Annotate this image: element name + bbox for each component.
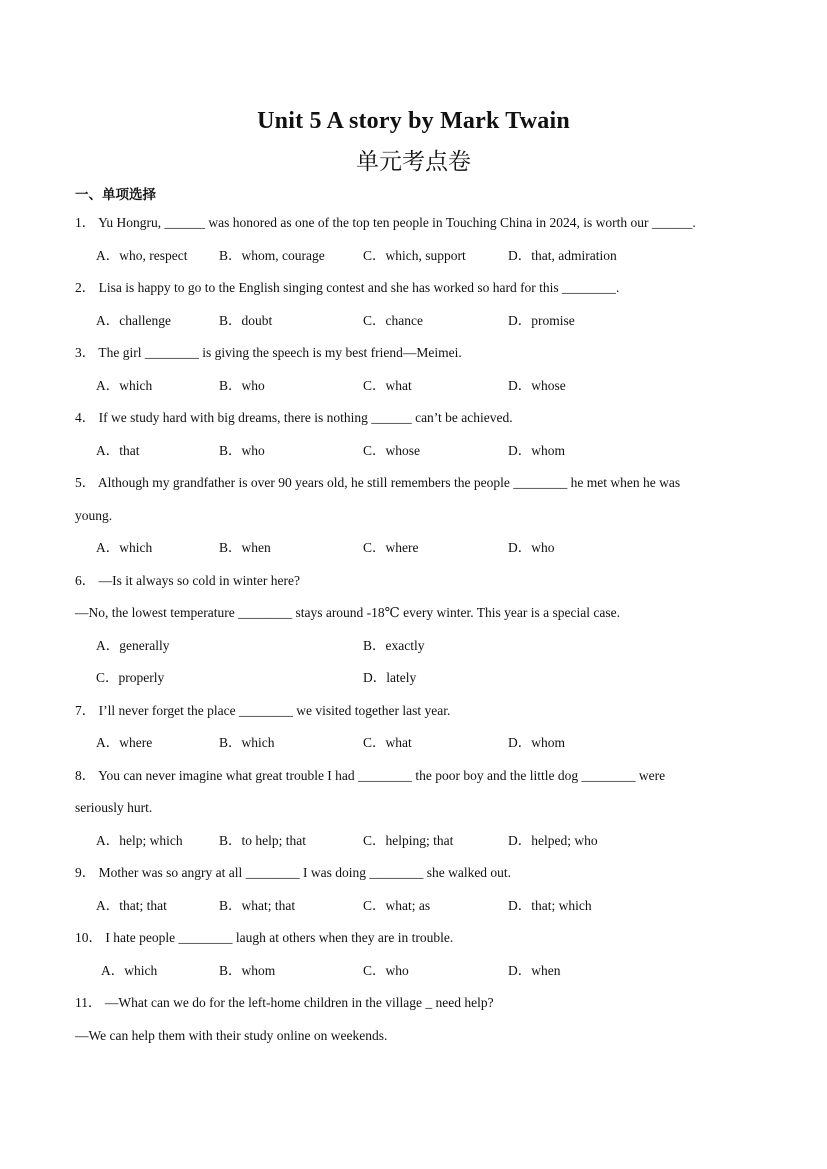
question-11-stem: 11． —What can we do for the left-home children in the village _ need help? — [75, 995, 494, 1010]
question-8-stem: 8． You can never imagine what great trouble I had ________ the poor boy and the little dog ________ were — [75, 768, 666, 783]
question-5-stem: 5． Although my grandfather is over 90 years old, he still remembers the people ________ he met when he was — [75, 475, 681, 490]
question-10-option-c: C．who — [363, 963, 409, 978]
question-5-option-d: D．who — [508, 540, 555, 555]
question-3-option-a: A．which — [96, 378, 153, 393]
question-2-option-d: D．promise — [508, 313, 575, 328]
question-1-option-a: A．who, respect — [96, 248, 188, 263]
question-8-option-b: B．to help; that — [219, 833, 306, 848]
question-5-option-b: B．when — [219, 540, 271, 555]
question-4-option-d: D．whom — [508, 443, 565, 458]
question-9-option-b: B．what; that — [219, 898, 296, 913]
question-2-option-b: B．doubt — [219, 313, 273, 328]
question-2-option-c: C．chance — [363, 313, 423, 328]
question-5-option-c: C．where — [363, 540, 419, 555]
document-title: Unit 5 A story by Mark Twain — [257, 108, 570, 134]
question-6-option-b: B．exactly — [363, 638, 425, 653]
question-5-stem-continued: young. — [75, 508, 113, 523]
question-3-option-d: D．whose — [508, 378, 566, 393]
question-7-option-d: D．whom — [508, 735, 565, 750]
question-1-option-b: B．whom, courage — [219, 248, 325, 263]
document-subtitle: 单元考点卷 — [356, 149, 471, 175]
question-1-stem: 1． Yu Hongru, ______ was honored as one of the top ten people in Touching China in 2024, is worth our ______. — [75, 215, 696, 230]
question-4-option-c: C．whose — [363, 443, 420, 458]
question-7-option-a: A．where — [96, 735, 153, 750]
question-6-stem-continued: —No, the lowest temperature ________ stays around -18℃ every winter. This year is a special case. — [75, 605, 620, 620]
question-10-option-a: A．which — [101, 963, 158, 978]
question-3-option-b: B．who — [219, 378, 265, 393]
question-8-stem-continued: seriously hurt. — [75, 800, 153, 815]
question-9-stem: 9． Mother was so angry at all ________ I was doing ________ she walked out. — [75, 865, 512, 880]
question-6-option-c: C．properly — [96, 670, 165, 685]
question-2-stem: 2． Lisa is happy to go to the English singing contest and she has worked so hard for this ________. — [75, 280, 620, 295]
question-8-option-d: D．helped; who — [508, 833, 598, 848]
question-10-option-d: D．when — [508, 963, 561, 978]
question-4-stem: 4． If we study hard with big dreams, there is nothing ______ can’t be achieved. — [75, 410, 513, 425]
question-5-option-a: A．which — [96, 540, 153, 555]
question-9-option-c: C．what; as — [363, 898, 431, 913]
question-10-option-b: B．whom — [219, 963, 276, 978]
question-6-option-d: D．lately — [363, 670, 417, 685]
question-8-option-c: C．helping; that — [363, 833, 454, 848]
question-1-option-d: D．that, admiration — [508, 248, 617, 263]
question-6-stem: 6． —Is it always so cold in winter here? — [75, 573, 300, 588]
question-11-stem-continued: —We can help them with their study online on weekends. — [75, 1028, 388, 1043]
question-7-option-b: B．which — [219, 735, 275, 750]
question-10-stem: 10． I hate people ________ laugh at others when they are in trouble. — [75, 930, 454, 945]
question-6-option-a: A．generally — [96, 638, 170, 653]
question-3-stem: 3． The girl ________ is giving the speech is my best friend—Meimei. — [75, 345, 462, 360]
question-4-option-a: A．that — [96, 443, 140, 458]
question-1-option-c: C．which, support — [363, 248, 466, 263]
question-9-option-a: A．that; that — [96, 898, 167, 913]
question-7-stem: 7． I’ll never forget the place ________ we visited together last year. — [75, 703, 451, 718]
question-4-option-b: B．who — [219, 443, 265, 458]
question-9-option-d: D．that; which — [508, 898, 592, 913]
question-8-option-a: A．help; which — [96, 833, 183, 848]
question-2-option-a: A．challenge — [96, 313, 171, 328]
section-heading: 一、单项选择 — [75, 187, 156, 203]
question-3-option-c: C．what — [363, 378, 412, 393]
question-7-option-c: C．what — [363, 735, 412, 750]
